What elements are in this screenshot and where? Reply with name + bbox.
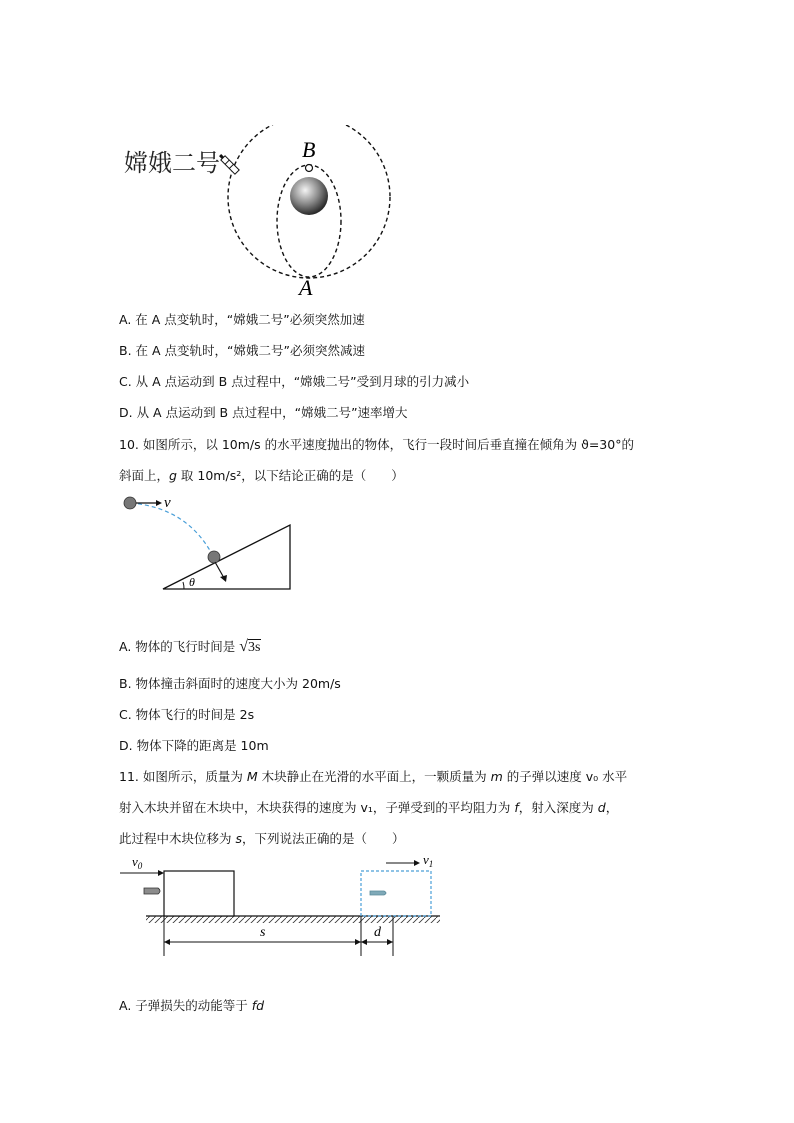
d-arrow-left <box>361 939 367 945</box>
q9-option-b: B. 在 A 点变轨时，“嫦娥二号”必须突然减速 <box>119 343 365 358</box>
incline <box>163 525 290 589</box>
ball-start <box>124 497 136 509</box>
d-label: d <box>374 925 381 940</box>
trajectory <box>131 503 213 556</box>
q10-option-b: B. 物体撞击斜面时的速度大小为 20m/s <box>119 676 341 691</box>
impact-arrowhead <box>220 575 227 582</box>
q11-stem-line3: 此过程中木块位移为 s，下列说法正确的是（ ） <box>119 831 405 846</box>
v0-label: $v_0$ <box>132 854 143 871</box>
q10-stem-line2: 斜面上，g 取 10m/s²，以下结论正确的是（ ） <box>119 468 404 483</box>
q11-stem-line1: 11. 如图所示，质量为 M 木块静止在光滑的水平面上，一颗质量为 m 的子弹以速度 v₀ 水平 <box>119 769 628 784</box>
v1-arrowhead <box>414 860 420 866</box>
q9-option-d: D. 从 A 点运动到 B 点过程中，“嫦娥二号”速率增大 <box>119 405 408 420</box>
point-a-label: A <box>299 275 313 300</box>
s-label: s <box>260 925 266 940</box>
v1-label: $v_1$ <box>423 852 434 869</box>
q11-stem-line2: 射入木块并留在木块中，木块获得的速度为 v₁，子弹受到的平均阻力为 f，射入深度为 d， <box>119 800 619 815</box>
wood-block-initial <box>164 871 234 916</box>
bullet <box>144 888 160 894</box>
s-arrow-right <box>355 939 361 945</box>
q10-option-d: D. 物体下降的距离是 10m <box>119 738 269 753</box>
orbit-figure <box>118 125 398 300</box>
incline-figure <box>118 490 298 595</box>
ground-hatch <box>146 916 440 923</box>
q10-option-a: A. 物体的飞行时间是 √3s <box>119 638 261 655</box>
q10-option-c: C. 物体飞行的时间是 2s <box>119 707 255 722</box>
s-arrow-left <box>164 939 170 945</box>
bullet-block-figure <box>118 852 448 960</box>
d-arrow-right <box>387 939 393 945</box>
impact-arrow <box>215 562 224 578</box>
point-b-marker <box>306 165 313 172</box>
q10-stem-line1: 10. 如图所示，以 10m/s 的水平速度抛出的物体，飞行一段时间后垂直撞在倾角为 ϑ=30°的 <box>119 437 634 452</box>
q11-option-a: A. 子弹损失的动能等于 fd <box>119 998 265 1013</box>
theta-label: θ <box>189 575 195 589</box>
point-b-label: B <box>302 137 316 162</box>
ball-impact <box>208 551 220 563</box>
q9-option-c: C. 从 A 点运动到 B 点过程中，“嫦娥二号”受到月球的引力减小 <box>119 374 470 389</box>
v0-arrowhead <box>158 870 164 876</box>
embedded-bullet <box>370 891 386 895</box>
velocity-arrowhead <box>156 500 162 506</box>
angle-arc <box>183 582 184 589</box>
satellite-icon <box>218 153 239 174</box>
satellite-label: 嫦娥二号 <box>124 151 220 177</box>
velocity-label: v <box>164 495 171 511</box>
q9-option-a: A. 在 A 点变轨时，“嫦娥二号”必须突然加速 <box>119 312 365 327</box>
moon <box>290 177 328 215</box>
